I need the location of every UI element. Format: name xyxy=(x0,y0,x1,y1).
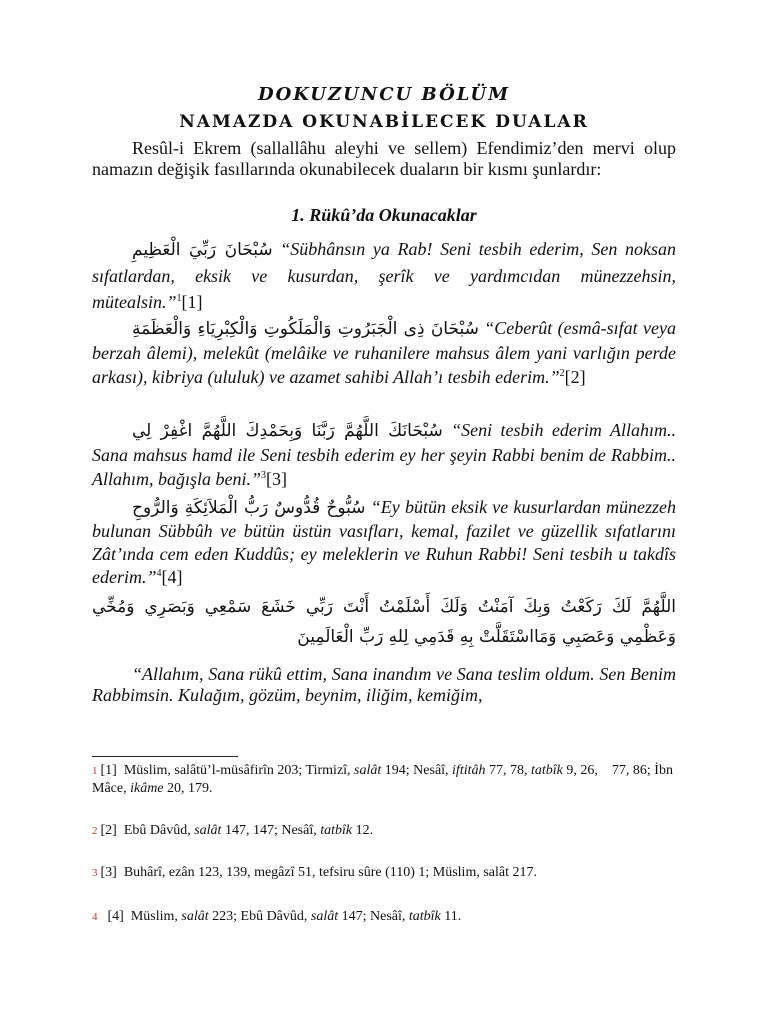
footnote-run: tatbîk xyxy=(320,823,353,838)
chapter-heading: DOKUZUNCU BÖLÜM xyxy=(257,84,511,105)
footnote-run: salât xyxy=(181,909,209,924)
footnote-run: 20, 179. xyxy=(163,781,213,796)
prayer-3-text: “Seni tesbih ederim Allahım.. Sana mahsus hamd ile Seni tesbih ederim ey her şeyin Rabbi benim de Rabbim.. Allahım, bağışla beni.” xyxy=(92,420,677,489)
prayer-4-ref: [4] xyxy=(161,567,183,587)
footnote-run: salât xyxy=(310,909,339,924)
chapter-title: NAMAZDA OKUNABİLECEK DUALAR xyxy=(179,112,589,132)
footnote-run: salât xyxy=(354,763,382,778)
prayer-1-ref: [1] xyxy=(181,292,203,312)
footnote-4 xyxy=(92,908,692,926)
prayer-1 xyxy=(92,236,676,315)
prayer-2 xyxy=(92,316,676,389)
footnote-2-number[interactable]: 2 xyxy=(92,825,98,837)
footnote-2 xyxy=(92,822,692,840)
footnote-run: 194; Nesâî, xyxy=(381,763,453,778)
prayer-2-ref: [2] xyxy=(564,367,586,387)
footnote-run: 12. xyxy=(352,823,374,838)
prayer-3 xyxy=(92,418,676,491)
footnote-mark-1[interactable]: 1 xyxy=(176,293,182,304)
footnote-1 xyxy=(92,762,692,798)
footnote-run: 147, 147; Nesâî, xyxy=(221,823,321,838)
footnote-run: [1] Müslim, salâtü’l-müsâfirîn 203; Tirmizî, xyxy=(100,763,355,778)
footnote-run: tatbîk xyxy=(531,763,563,778)
footnote-3-text xyxy=(101,865,538,880)
footnote-run: [3] Buhârî, ezân 123, 139, megâzî 51, tefsiru sûre (110) 1; Müslim, salât 217. xyxy=(100,865,537,880)
intro-paragraph: Resûl-i Ekrem (sallallâhu aleyhi ve sellem) Efendimiz’den mervi olup namazın değişik fasıllarında okunabilecek duaların bir kısmı şunlardır: xyxy=(92,138,676,179)
footnote-run: 9, 26, 77, 86; İbn Mâce, xyxy=(92,763,677,796)
long-prayer-translation: “Allahım, Sana rükû ettim, Sana inandım ve Sana teslim oldum. Sen Benim Rabbimsin. Kulağım, gözüm, beynim, iliğim, kemiğim, xyxy=(92,664,676,705)
prayer-1-text: “Sübhânsın ya Rab! Seni tesbih ederim, Sen noksan sıfatlardan, eksik ve kusurdan, şerîk ve yardımcıdan münezzehsin, mütealsin.” xyxy=(92,239,677,312)
footnote-run: tatbîk xyxy=(408,909,441,924)
footnote-run: 77, 78, xyxy=(485,763,531,778)
footnote-run: [2] Ebû Dâvûd, xyxy=(100,823,195,838)
footnote-1-number[interactable]: 1 xyxy=(92,765,98,777)
prayer-2-arabic: سُبْحَانَ ذِى الْجَبَرُوتِ وَالْمَلَكُوتِ وَالْكِبْرِيَاءِ وَالْعَظَمَةِ xyxy=(132,319,479,339)
footnote-run: ikâme xyxy=(130,781,164,796)
footnote-mark-3[interactable]: 3 xyxy=(261,470,267,481)
footnote-3-number[interactable]: 3 xyxy=(92,867,98,879)
long-arabic-prayer: اللَّهُمَّ لَكَ رَكَعْتُ وَبِكَ آمَنْتُ وَلَكَ أَسْلَمْتُ أَنْتَ رَبِّي خَشَعَ سَمْعِي وَبَصَرِي وَمُخِّي وَعَظْمِي وَعَصَبِي وَمَااسْتَقَلَّتْ بِهِ قَدَمِي لِلهِ رَبِّ الْعَالَمِينَ xyxy=(92,597,676,647)
footnote-run: salât xyxy=(194,823,222,838)
footnote-4-number[interactable]: 4 xyxy=(92,911,98,923)
footnote-run: [4] Müslim, xyxy=(100,909,182,924)
prayer-4 xyxy=(92,496,676,589)
footnote-run: iftitâh xyxy=(452,763,486,778)
footnote-separator xyxy=(92,756,238,757)
footnote-4-text xyxy=(101,909,462,924)
prayer-3-ref: [3] xyxy=(266,469,288,489)
section-title: 1. Rükû’da Okunacaklar xyxy=(291,205,477,225)
prayer-3-arabic: سُبْحَانَكَ اللَّهُمَّ رَبَّنَا وَبِحَمْدِكَ اللَّهُمَّ اغْفِرْ لِي xyxy=(132,421,443,441)
footnote-3 xyxy=(92,864,692,882)
footnote-mark-2[interactable]: 2 xyxy=(559,368,565,379)
footnote-run: 147; Nesâî, xyxy=(338,909,409,924)
footnote-2-text xyxy=(101,823,374,838)
prayer-1-arabic: سُبْحَانَ رَبِّيَ الْعَظِيمِ xyxy=(132,240,273,260)
footnote-mark-4[interactable]: 4 xyxy=(156,568,162,579)
footnote-run: 11. xyxy=(440,909,462,924)
prayer-4-arabic: سُبُّوحٌ قُدُّوسٌ رَبُّ الْمَلاَئِكَةِ وَالرُّوحِ xyxy=(132,498,366,518)
prayer-2-text: “Ceberût (esmâ-sıfat veya berzah âlemi), melekût (melâike ve ruhanilere mahsus âlem yani varlığın perde arkası), kibriya (ululuk) ve azamet sahibi Allah’ı tesbih ederim.” xyxy=(92,318,676,387)
prayer-4-text: “Ey bütün eksik ve kusurlardan münezzeh bulunan Sübbûh ve bütün üstün vasıfları, kemal, fazilet ve güzellik sıfatlarını Zât’ında cem eden Kuddûs; ey meleklerin ve Ruhun Rabbi! Seni tesbih u takdîs ederim.” xyxy=(92,497,676,587)
footnote-1-text xyxy=(92,763,676,796)
footnote-run: 223; Ebû Dâvûd, xyxy=(208,909,311,924)
